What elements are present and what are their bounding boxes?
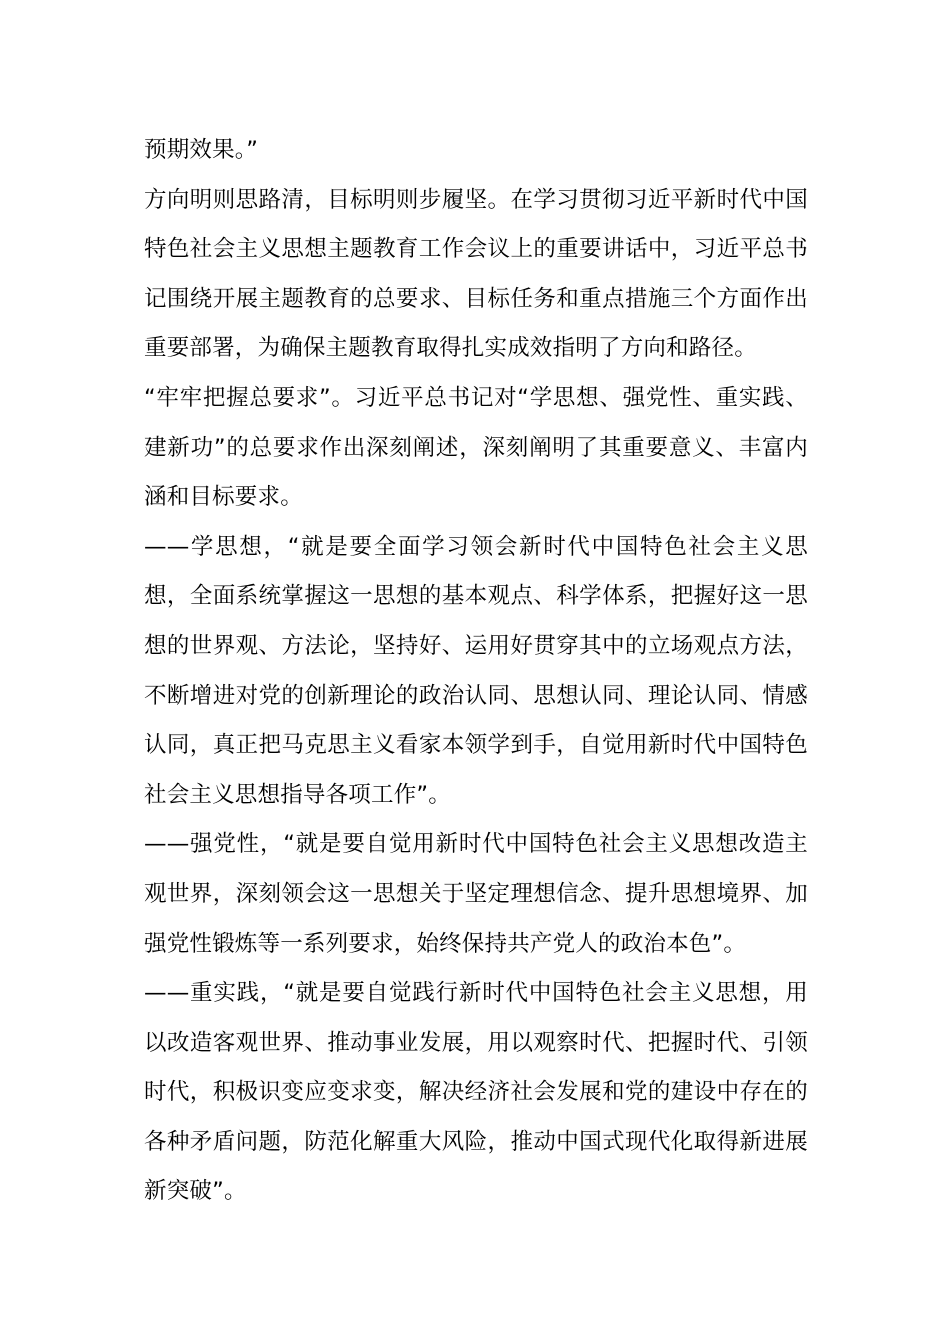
paragraph-2: 方向明则思路清，目标明则步履坚。在学习贯彻习近平新时代中国特色社会主义思想主题教育工作会议上的重要讲话中，习近平总书记围绕开展主题教育的总要求、目标任务和重点措施三个方面作出重要部署，为确保主题教育取得扎实成效指明了方向和路径。 (144, 186, 808, 362)
paragraph-1: 预期效果。” (144, 137, 259, 163)
paragraph-4: ——学思想，“就是要全面学习领会新时代中国特色社会主义思想，全面系统掌握这一思想的基本观点、科学体系，把握好这一思想的世界观、方法论，坚持好、运用好贯穿其中的立场观点方法，不断增进对党的创新理论的政治认同、思想认同、理论认同、情感认同，真正把马克思主义看家本领学到手，自觉用新时代中国特色社会主义思想指导各项工作”。 (144, 533, 808, 808)
paragraph-5: ——强党性，“就是要自觉用新时代中国特色社会主义思想改造主观世界，深刻领会这一思想关于坚定理想信念、提升思想境界、加强党性锻炼等一系列要求，始终保持共产党人的政治本色”。 (144, 831, 808, 957)
paragraph-3: “牢牢把握总要求”。习近平总书记对“学思想、强党性、重实践、建新功”的总要求作出深刻阐述，深刻阐明了其重要意义、丰富内涵和目标要求。 (144, 384, 808, 511)
document-body (144, 126, 808, 1217)
paragraph-6: ——重实践，“就是要自觉践行新时代中国特色社会主义思想，用以改造客观世界、推动事业发展，用以观察时代、把握时代、引领时代，积极识变应变求变，解决经济社会发展和党的建设中存在的各种矛盾问题，防范化解重大风险，推动中国式现代化取得新进展新突破”。 (144, 980, 808, 1205)
